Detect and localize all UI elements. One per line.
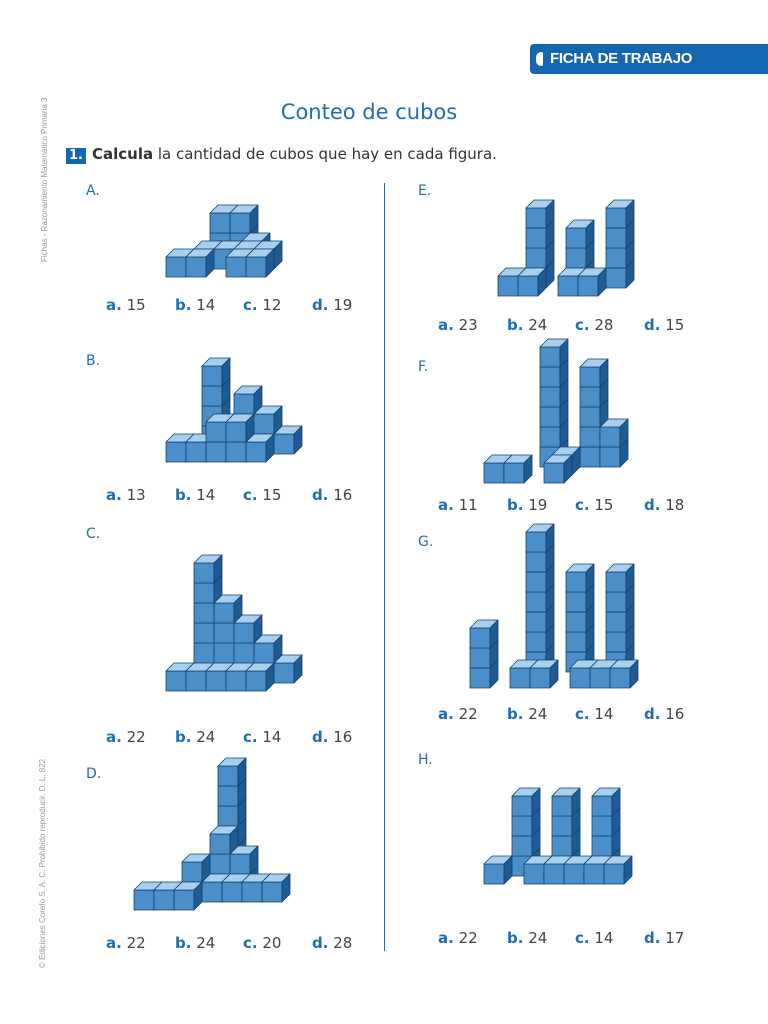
cube xyxy=(226,414,254,442)
cube xyxy=(518,268,546,296)
worksheet-header-label: FICHA DE TRABAJO xyxy=(550,50,693,67)
page-title: Conteo de cubos xyxy=(280,100,458,124)
side-copyright-text: © Ediciones Corefo S. A. C. Prohibido reproducir. D. L. 822 xyxy=(38,758,47,968)
cube-figure-a xyxy=(140,185,320,285)
option-a[interactable]: a. 22 xyxy=(438,929,478,947)
cube xyxy=(174,882,202,910)
cube xyxy=(540,339,568,367)
tab-notch-decoration xyxy=(536,52,543,66)
cube xyxy=(530,660,558,688)
cube-figure-f xyxy=(470,345,660,495)
option-b[interactable]: b. 24 xyxy=(507,316,548,334)
option-c[interactable]: c. 28 xyxy=(575,316,614,334)
instruction-number: 1. xyxy=(66,148,86,164)
option-b[interactable]: b. 14 xyxy=(175,486,216,504)
option-a[interactable]: a. 23 xyxy=(438,316,478,334)
cube xyxy=(210,826,238,854)
cube-figure-d xyxy=(110,770,310,920)
option-d[interactable]: d. 28 xyxy=(312,934,353,952)
option-a[interactable]: a. 22 xyxy=(438,705,478,723)
exercise-c-label: C. xyxy=(86,526,101,542)
worksheet-header-tab xyxy=(530,44,768,74)
cube-figure-b xyxy=(140,350,320,470)
cube xyxy=(592,788,620,816)
cube xyxy=(262,874,290,902)
option-a[interactable]: a. 13 xyxy=(106,486,146,504)
option-d[interactable]: d. 15 xyxy=(644,316,685,334)
option-c[interactable]: c. 12 xyxy=(243,296,282,314)
option-b[interactable]: b. 24 xyxy=(175,934,216,952)
instruction-verb: Calcula xyxy=(91,145,154,163)
cube xyxy=(218,758,246,786)
exercise-b-label: B. xyxy=(86,353,101,369)
cube xyxy=(526,524,554,552)
option-a[interactable]: a. 22 xyxy=(106,934,146,952)
cube xyxy=(566,220,594,248)
cube xyxy=(194,555,222,583)
cube xyxy=(526,200,554,228)
option-c[interactable]: c. 15 xyxy=(575,496,614,514)
instruction xyxy=(66,145,497,164)
option-d[interactable]: d. 16 xyxy=(312,728,353,746)
option-d[interactable]: d. 19 xyxy=(312,296,353,314)
option-a[interactable]: a. 15 xyxy=(106,296,146,314)
cube xyxy=(604,856,632,884)
cube xyxy=(230,205,258,233)
option-a[interactable]: a. 11 xyxy=(438,496,478,514)
cube xyxy=(610,660,638,688)
option-b[interactable]: b. 24 xyxy=(175,728,216,746)
cube xyxy=(512,788,540,816)
option-c[interactable]: c. 14 xyxy=(575,705,614,723)
option-c[interactable]: c. 20 xyxy=(243,934,282,952)
exercise-e-label: E. xyxy=(418,183,432,199)
cube xyxy=(578,268,606,296)
cube xyxy=(606,200,634,228)
option-b[interactable]: b. 24 xyxy=(507,705,548,723)
exercise-a-label: A. xyxy=(86,183,100,199)
cube xyxy=(544,455,572,483)
cube xyxy=(606,564,634,592)
cube xyxy=(566,564,594,592)
cube-figure-h xyxy=(470,778,650,893)
side-series-text: Fichas - Razonamiento Matemático Primaria 3 xyxy=(40,97,49,262)
exercise-h-label: H. xyxy=(418,752,433,768)
option-b[interactable]: b. 24 xyxy=(507,929,548,947)
cube xyxy=(182,854,210,882)
option-b[interactable]: b. 19 xyxy=(507,496,548,514)
option-a[interactable]: a. 22 xyxy=(106,728,146,746)
cube xyxy=(202,358,230,386)
option-d[interactable]: d. 18 xyxy=(644,496,685,514)
cube xyxy=(484,856,512,884)
cube xyxy=(186,249,214,277)
exercise-f-label: F. xyxy=(418,359,429,375)
cube xyxy=(234,386,262,414)
cube xyxy=(552,788,580,816)
cube xyxy=(470,620,498,648)
cube-figure-e xyxy=(480,180,660,305)
cube-figure-g xyxy=(460,540,660,695)
exercise-d-label: D. xyxy=(86,766,102,782)
option-d[interactable]: d. 17 xyxy=(644,929,685,947)
cube-figure-c xyxy=(140,535,320,700)
instruction-text: la cantidad de cubos que hay en cada figura. xyxy=(153,145,497,163)
option-b[interactable]: b. 14 xyxy=(175,296,216,314)
cube xyxy=(246,663,274,691)
option-d[interactable]: d. 16 xyxy=(644,705,685,723)
option-c[interactable]: c. 14 xyxy=(575,929,614,947)
cube xyxy=(580,359,608,387)
option-d[interactable]: d. 16 xyxy=(312,486,353,504)
cube xyxy=(246,249,274,277)
exercise-g-label: G. xyxy=(418,534,434,550)
option-c[interactable]: c. 15 xyxy=(243,486,282,504)
column-divider xyxy=(384,183,385,951)
option-c[interactable]: c. 14 xyxy=(243,728,282,746)
cube xyxy=(504,455,532,483)
